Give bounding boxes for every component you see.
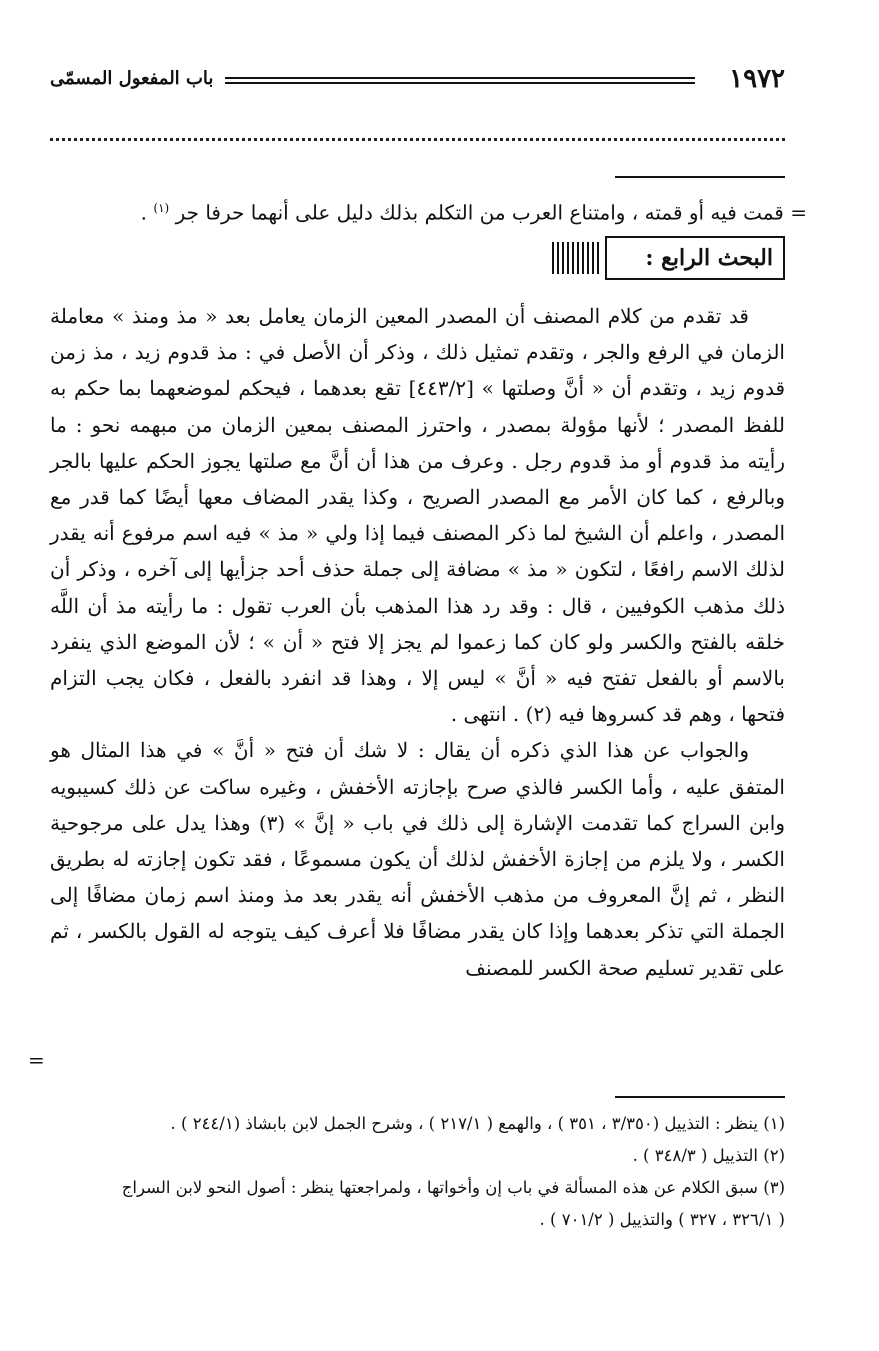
lead-end: . (140, 200, 148, 225)
book-page (28, 0, 807, 1351)
footnotes (50, 1108, 785, 1236)
continuation-prefix: = (790, 200, 807, 225)
paragraph-1: قد تقدم من كلام المصنف أن المصدر المعين الزمان يعامل بعد « مذ ومنذ » معاملة الزمان في الرفع والجر ، وتقدم تمثيل ذلك ، وذكر أن الأصل في : مذ قدوم زيد ، مذ زمن قدوم زيد ، وتقدم أن « أنَّ وصلتها » [٤٤٣/٢] تقع بعدهما ، فيحكم لموضعهما بما حكم به للفظ المصدر ؛ لأنها مؤولة بمصدر ، واحترز المصنف بمعين الزمان من مبهمه نحو : ما رأيته مذ قدوم أو مذ قدوم رجل . وعرف من هذا أن أنَّ مع صلتها يجوز الحكم عليها بالجر وبالرفع ، كما كان الأمر مع المصدر الصريح ، وكذا يقدر المضاف معها أيضًا كما قدر مع المصدر ، واعلم أن الشيخ لما ذكر المصنف فيما إذا ولي « مذ » فيه اسم مرفوع أنه يقدر لذلك الاسم رافعًا ، لتكون « مذ » مضافة إلى جملة حذف أحد جزأيها إلى آخره ، وذكر أن ذلك مذهب الكوفيين ، قال : وقد رد هذا المذهب بأن العرب تقول : ما رأيته مذ أن اللَّه خلقه بالفتح والكسر ولو كان كما زعموا لم يجز إلا فتح « أن » ؛ لأن الموضع الذي ينفرد بالاسم أو بالفعل تفتح فيه « أنَّ » ليس إلا ، وهذا قد انفرد بالفعل ، فكان يجب التزام فتحها ، وهم قد كسروها فيه (٢) . انتهى . (50, 304, 786, 727)
footnote-3: (٣) سبق الكلام عن هذه المسألة في باب إن وأخواتها ، ولمراجعتها ينظر : أصول النحو لابن السراج (121, 1178, 785, 1197)
footnote-3-cont: ( ٣٢٦/١ ، ٣٢٧ ) والتذييل ( ٧٠١/٢ ) . (539, 1210, 785, 1229)
lead-continuation-line (40, 188, 807, 233)
short-rule (615, 176, 785, 178)
section-heading (605, 236, 785, 280)
section-heading-text: البحث الرابع : (645, 245, 773, 271)
continuation-mark: = (28, 1048, 45, 1072)
chapter-title: باب المفعول المسمّى (50, 68, 214, 89)
section-heading-ornament (551, 242, 599, 274)
header-rule-second (225, 82, 695, 84)
dotted-separator (50, 138, 785, 151)
footnote-rule (615, 1096, 785, 1098)
page-header (50, 62, 785, 102)
lead-text: قمت فيه أو قمته ، وامتناع العرب من التكلم بذلك دليل على أنهما حرفا جر (175, 200, 784, 225)
header-rule (225, 77, 695, 79)
footnote-1: (١) ينظر : التذييل (٣/٣٥٠ ، ٣٥١ ) ، والهمع ( ٢١٧/١ ) ، وشرح الجمل لابن بابشاذ (٢٤٤/١ ) . (170, 1114, 785, 1133)
main-text (50, 298, 785, 986)
page-number: ١٩٧٢ (729, 64, 785, 94)
footnote-ref-1: (١) (153, 201, 170, 215)
paragraph-2: والجواب عن هذا الذي ذكره أن يقال : لا شك أن فتح « أنَّ » في هذا المثال هو المتفق عليه ، وأما الكسر فالذي صرح بإجازته الأخفش ، وغيره ساكت عن ذلك كسيبويه وابن السراج كما تقدمت الإشارة إلى ذلك في باب « إنَّ » (٣) وهذا يدل على مرجوحية الكسر ، ولا يلزم من إجازة الأخفش لذلك أن يكون مسموعًا ، فقد تكون إجازته له بطريق النظر ، ثم إنَّ المعروف من مذهب الأخفش أنه يقدر بعد مذ ومنذ اسم زمان مضافًا إلى الجملة التي تذكر بعدهما وإذا كان يقدر مضافًا فلا أعرف كيف يتوجه له القول بالكسر ، ثم على تقدير تسليم صحة الكسر للمصنف (50, 738, 785, 980)
footnote-2: (٢) التذييل ( ٣٤٨/٣ ) . (632, 1146, 785, 1165)
